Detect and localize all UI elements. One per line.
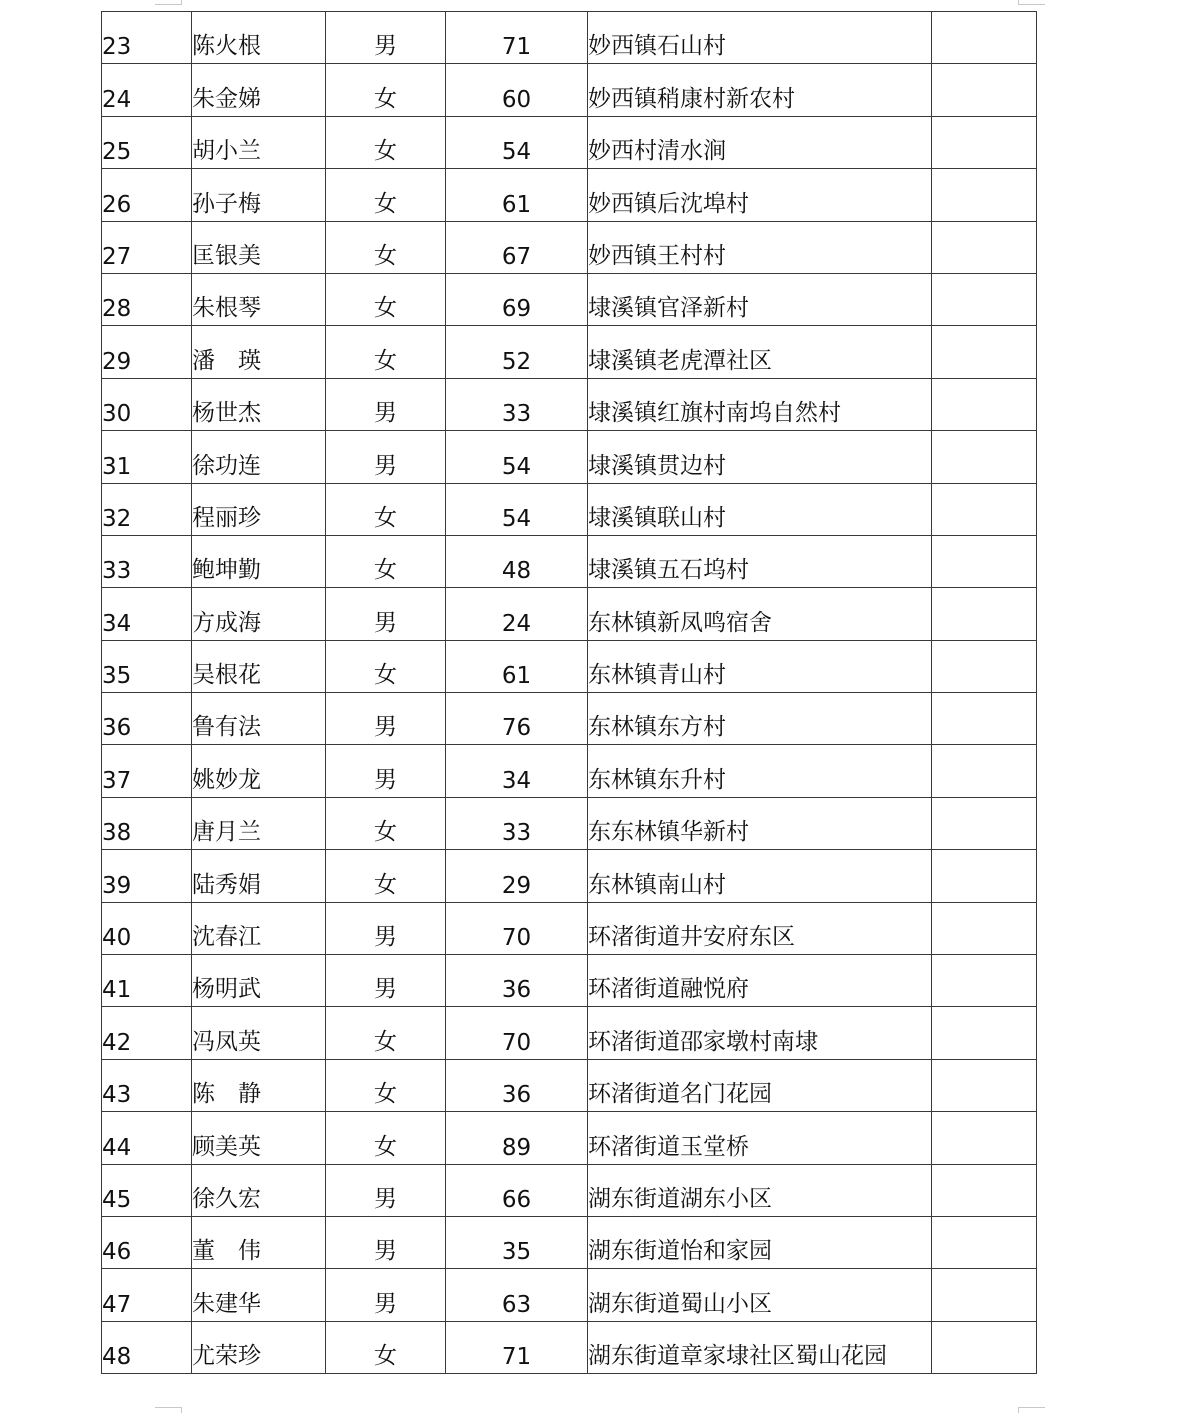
cell-age: 36 (446, 955, 588, 1007)
cell-age: 48 (446, 535, 588, 587)
cell-sex: 女 (326, 1321, 446, 1373)
cell-sex: 女 (326, 169, 446, 221)
cell-serial-number: 36 (102, 693, 192, 745)
cell-sex: 女 (326, 850, 446, 902)
cell-remarks (932, 955, 1037, 1007)
cell-remarks (932, 1112, 1037, 1164)
cell-serial-number: 30 (102, 378, 192, 430)
page-corner-mark-bottom-left (155, 1407, 182, 1413)
table-row (102, 1059, 1037, 1111)
cell-serial-number: 26 (102, 169, 192, 221)
table-row (102, 483, 1037, 535)
cell-age: 33 (446, 797, 588, 849)
cell-person-name: 尤荣珍 (192, 1321, 326, 1373)
cell-sex: 女 (326, 640, 446, 692)
cell-serial-number: 47 (102, 1269, 192, 1321)
cell-age: 71 (446, 1321, 588, 1373)
cell-age: 70 (446, 902, 588, 954)
cell-person-name: 徐功连 (192, 431, 326, 483)
cell-address: 环渚街道井安府东区 (588, 902, 932, 954)
cell-remarks (932, 483, 1037, 535)
cell-address: 湖东街道章家埭社区蜀山花园 (588, 1321, 932, 1373)
cell-sex: 女 (326, 64, 446, 116)
cell-sex: 女 (326, 483, 446, 535)
table-row (102, 64, 1037, 116)
cell-address: 埭溪镇五石坞村 (588, 535, 932, 587)
cell-serial-number: 45 (102, 1164, 192, 1216)
cell-age: 34 (446, 745, 588, 797)
table-row (102, 745, 1037, 797)
cell-serial-number: 43 (102, 1059, 192, 1111)
cell-sex: 男 (326, 902, 446, 954)
cell-address: 东林镇青山村 (588, 640, 932, 692)
cell-person-name: 冯凤英 (192, 1007, 326, 1059)
cell-address: 埭溪镇官泽新村 (588, 273, 932, 325)
cell-sex: 女 (326, 535, 446, 587)
cell-age: 36 (446, 1059, 588, 1111)
cell-remarks (932, 588, 1037, 640)
cell-serial-number: 31 (102, 431, 192, 483)
cell-serial-number: 39 (102, 850, 192, 902)
cell-remarks (932, 326, 1037, 378)
cell-age: 67 (446, 221, 588, 273)
cell-age: 54 (446, 116, 588, 168)
cell-remarks (932, 116, 1037, 168)
cell-age: 69 (446, 273, 588, 325)
cell-age: 54 (446, 483, 588, 535)
cell-age: 71 (446, 12, 588, 64)
cell-address: 妙西镇王村村 (588, 221, 932, 273)
cell-serial-number: 34 (102, 588, 192, 640)
cell-sex: 男 (326, 955, 446, 1007)
table-row (102, 1269, 1037, 1321)
cell-person-name: 陈 静 (192, 1059, 326, 1111)
cell-person-name: 方成海 (192, 588, 326, 640)
cell-address: 埭溪镇贯边村 (588, 431, 932, 483)
cell-age: 76 (446, 693, 588, 745)
cell-person-name: 鲁有法 (192, 693, 326, 745)
cell-address: 东林镇东方村 (588, 693, 932, 745)
table-row (102, 693, 1037, 745)
cell-age: 35 (446, 1216, 588, 1268)
cell-serial-number: 32 (102, 483, 192, 535)
cell-sex: 女 (326, 797, 446, 849)
table-row (102, 640, 1037, 692)
cell-remarks (932, 745, 1037, 797)
cell-person-name: 朱金娣 (192, 64, 326, 116)
cell-remarks (932, 797, 1037, 849)
cell-remarks (932, 1216, 1037, 1268)
cell-serial-number: 38 (102, 797, 192, 849)
table-row (102, 116, 1037, 168)
cell-serial-number: 37 (102, 745, 192, 797)
cell-sex: 女 (326, 116, 446, 168)
cell-sex: 男 (326, 12, 446, 64)
cell-address: 埭溪镇联山村 (588, 483, 932, 535)
table-row (102, 1216, 1037, 1268)
roster-table (101, 11, 1037, 1374)
cell-serial-number: 28 (102, 273, 192, 325)
cell-address: 东东林镇华新村 (588, 797, 932, 849)
cell-address: 埭溪镇老虎潭社区 (588, 326, 932, 378)
cell-remarks (932, 221, 1037, 273)
cell-age: 61 (446, 640, 588, 692)
cell-person-name: 徐久宏 (192, 1164, 326, 1216)
cell-person-name: 陆秀娟 (192, 850, 326, 902)
cell-remarks (932, 693, 1037, 745)
table-row (102, 1164, 1037, 1216)
cell-age: 24 (446, 588, 588, 640)
cell-person-name: 吴根花 (192, 640, 326, 692)
cell-address: 环渚街道名门花园 (588, 1059, 932, 1111)
table-row (102, 221, 1037, 273)
cell-age: 63 (446, 1269, 588, 1321)
page-corner-mark-bottom-right (1018, 1407, 1045, 1413)
cell-sex: 女 (326, 273, 446, 325)
cell-serial-number: 48 (102, 1321, 192, 1373)
cell-sex: 男 (326, 431, 446, 483)
cell-sex: 女 (326, 1007, 446, 1059)
cell-age: 60 (446, 64, 588, 116)
cell-remarks (932, 1164, 1037, 1216)
cell-age: 52 (446, 326, 588, 378)
cell-sex: 男 (326, 588, 446, 640)
cell-serial-number: 40 (102, 902, 192, 954)
cell-address: 埭溪镇红旗村南坞自然村 (588, 378, 932, 430)
cell-serial-number: 41 (102, 955, 192, 1007)
roster-table-body (102, 12, 1037, 1374)
table-row (102, 12, 1037, 64)
cell-person-name: 潘 瑛 (192, 326, 326, 378)
table-row (102, 797, 1037, 849)
cell-address: 环渚街道融悦府 (588, 955, 932, 1007)
cell-person-name: 鲍坤勤 (192, 535, 326, 587)
cell-sex: 女 (326, 326, 446, 378)
cell-person-name: 董 伟 (192, 1216, 326, 1268)
cell-person-name: 陈火根 (192, 12, 326, 64)
table-row (102, 1007, 1037, 1059)
cell-serial-number: 25 (102, 116, 192, 168)
cell-serial-number: 42 (102, 1007, 192, 1059)
cell-person-name: 朱建华 (192, 1269, 326, 1321)
cell-address: 妙西镇稍康村新农村 (588, 64, 932, 116)
page-corner-mark-top-right (1018, 0, 1045, 5)
cell-person-name: 唐月兰 (192, 797, 326, 849)
cell-age: 66 (446, 1164, 588, 1216)
table-row (102, 273, 1037, 325)
cell-remarks (932, 850, 1037, 902)
cell-remarks (932, 64, 1037, 116)
table-row (102, 850, 1037, 902)
cell-person-name: 朱根琴 (192, 273, 326, 325)
cell-remarks (932, 378, 1037, 430)
cell-serial-number: 44 (102, 1112, 192, 1164)
cell-serial-number: 24 (102, 64, 192, 116)
cell-remarks (932, 1321, 1037, 1373)
table-row (102, 431, 1037, 483)
table-row (102, 902, 1037, 954)
table-row (102, 326, 1037, 378)
cell-age: 54 (446, 431, 588, 483)
cell-sex: 男 (326, 693, 446, 745)
cell-address: 妙西镇后沈埠村 (588, 169, 932, 221)
table-row (102, 1321, 1037, 1373)
cell-serial-number: 27 (102, 221, 192, 273)
cell-address: 东林镇新凤鸣宿舍 (588, 588, 932, 640)
cell-address: 东林镇南山村 (588, 850, 932, 902)
cell-person-name: 胡小兰 (192, 116, 326, 168)
cell-address: 妙西镇石山村 (588, 12, 932, 64)
cell-serial-number: 23 (102, 12, 192, 64)
cell-person-name: 孙子梅 (192, 169, 326, 221)
cell-age: 70 (446, 1007, 588, 1059)
cell-remarks (932, 1059, 1037, 1111)
cell-person-name: 程丽珍 (192, 483, 326, 535)
table-row (102, 535, 1037, 587)
cell-remarks (932, 1007, 1037, 1059)
table-row (102, 955, 1037, 1007)
cell-serial-number: 29 (102, 326, 192, 378)
cell-remarks (932, 535, 1037, 587)
table-row (102, 588, 1037, 640)
cell-remarks (932, 640, 1037, 692)
cell-serial-number: 46 (102, 1216, 192, 1268)
cell-person-name: 顾美英 (192, 1112, 326, 1164)
cell-sex: 男 (326, 1269, 446, 1321)
cell-age: 33 (446, 378, 588, 430)
cell-remarks (932, 431, 1037, 483)
cell-remarks (932, 1269, 1037, 1321)
cell-address: 妙西村清水涧 (588, 116, 932, 168)
cell-age: 89 (446, 1112, 588, 1164)
cell-address: 东林镇东升村 (588, 745, 932, 797)
cell-serial-number: 35 (102, 640, 192, 692)
cell-sex: 女 (326, 1112, 446, 1164)
cell-remarks (932, 273, 1037, 325)
table-row (102, 169, 1037, 221)
table-row (102, 1112, 1037, 1164)
cell-address: 湖东街道湖东小区 (588, 1164, 932, 1216)
cell-remarks (932, 12, 1037, 64)
table-row (102, 378, 1037, 430)
cell-person-name: 姚妙龙 (192, 745, 326, 797)
cell-remarks (932, 169, 1037, 221)
cell-address: 环渚街道邵家墩村南埭 (588, 1007, 932, 1059)
cell-sex: 男 (326, 1164, 446, 1216)
cell-person-name: 杨明武 (192, 955, 326, 1007)
cell-age: 29 (446, 850, 588, 902)
cell-person-name: 沈春江 (192, 902, 326, 954)
cell-address: 湖东街道怡和家园 (588, 1216, 932, 1268)
cell-person-name: 匡银美 (192, 221, 326, 273)
cell-address: 湖东街道蜀山小区 (588, 1269, 932, 1321)
cell-sex: 男 (326, 378, 446, 430)
cell-person-name: 杨世杰 (192, 378, 326, 430)
cell-age: 61 (446, 169, 588, 221)
cell-address: 环渚街道玉堂桥 (588, 1112, 932, 1164)
cell-serial-number: 33 (102, 535, 192, 587)
cell-sex: 女 (326, 1059, 446, 1111)
cell-sex: 男 (326, 745, 446, 797)
cell-sex: 女 (326, 221, 446, 273)
cell-sex: 男 (326, 1216, 446, 1268)
page-corner-mark-top-left (155, 0, 182, 5)
cell-remarks (932, 902, 1037, 954)
